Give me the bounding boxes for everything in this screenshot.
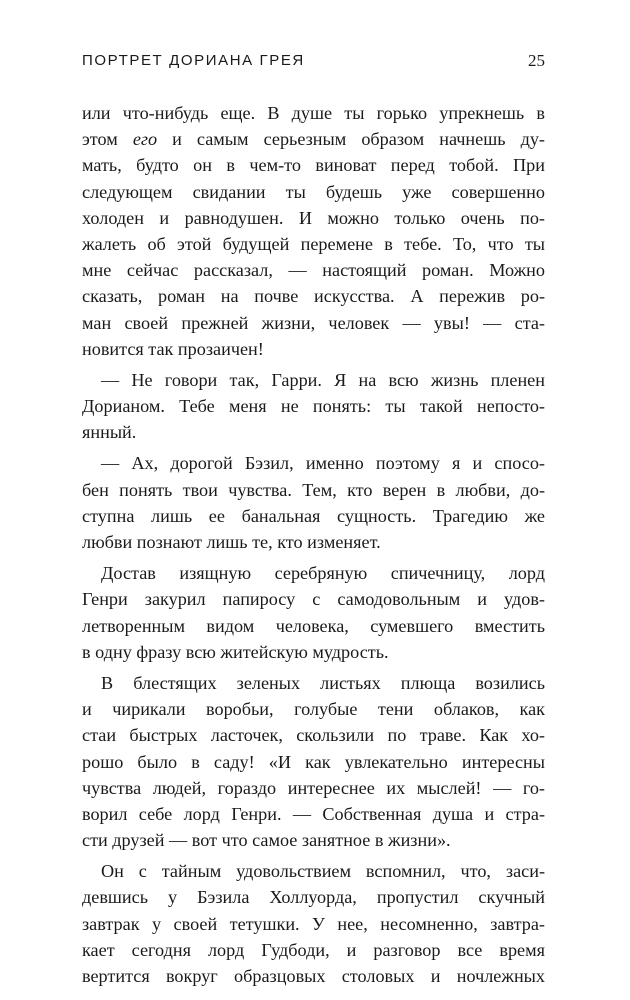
text-line: бен понять твои чувства. Тем, кто верен в любви, до- (82, 479, 545, 500)
text-line: и чирикали воробьи, голубые тени облаков, как (82, 699, 545, 720)
text-line: кает сегодня лорд Гудбоди, и разговор все время (82, 939, 545, 960)
paragraph-6 (82, 858, 545, 989)
text-line: Он с тайным удовольствием вспомнил, что, заси- (101, 861, 545, 882)
text-line: стаи быстрых ласточек, скользили по траве. Как хо- (82, 725, 545, 746)
text-line: Достав изящную серебряную спичечницу, лорд (101, 563, 545, 584)
text-line: жалеть об этой будущей перемене в тебе. То, что ты (82, 233, 545, 254)
text-body (82, 100, 545, 989)
text-line: — Ах, дорогой Бэзил, именно поэтому я и спосо- (101, 453, 545, 474)
text-line: — Не говори так, Гарри. Я на всю жизнь пленен (101, 369, 545, 390)
text-line: янный. (82, 422, 137, 443)
paragraph-5 (82, 670, 545, 853)
text-line: ворил себе лорд Генри. — Собственная душа и стра- (82, 803, 545, 824)
text-line: девшись у Бэзила Холлуорда, пропустил скучный (82, 887, 545, 908)
text-line: новится так прозаичен! (82, 338, 264, 359)
running-head (82, 52, 545, 74)
text-line: ступна лишь ее банальная сущность. Трагедию же (82, 505, 545, 526)
text-line: ман своей прежней жизни, человек — увы! — ста- (82, 312, 545, 333)
text-line: любви познают лишь те, кто изменяет. (82, 532, 381, 552)
text-line: следующем свидании ты будешь уже совершенно (82, 181, 545, 202)
text-line: холоден и равнодушен. И можно только очень по- (82, 207, 545, 228)
text-line: сказать, роман на почве искусства. А пережив ро- (82, 286, 545, 307)
paragraph-3 (82, 450, 545, 555)
paragraph-1 (82, 100, 545, 362)
text-line: Генри закурил папиросу с самодовольным и удов- (82, 589, 545, 610)
text-line: этом его и самым серьезным образом начнешь ду- (82, 129, 545, 150)
text-line: мне сейчас рассказал, — настоящий роман. Можно (82, 260, 545, 281)
text-line: Дорианом. Тебе меня не понять: ты такой непосто- (82, 396, 545, 417)
text-line: чувства людей, гораздо интереснее их мыслей! — го- (82, 777, 545, 798)
text-line: летворенным видом человека, сумевшего вместить (82, 615, 545, 636)
paragraph-4 (82, 560, 545, 665)
text-line: вертится вокруг образцовых столовых и ночлежных (82, 966, 545, 986)
paragraph-2 (82, 367, 545, 446)
text-line: сти друзей — вот что самое занятное в жизни». (82, 830, 451, 851)
text-line: или что-нибудь еще. В душе ты горько упрекнешь в (82, 103, 545, 123)
text-line: рошо было в саду! «И как увлекательно интересны (82, 751, 545, 772)
page-number: 25 (528, 51, 545, 70)
text-line: В блестящих зеленых листьях плюща возились (101, 672, 545, 693)
text-line: в одну фразу всю житейскую мудрость. (82, 641, 389, 662)
running-title: ПОРТРЕТ ДОРИАНА ГРЕЯ (82, 52, 305, 69)
text-line: мать, будто он в чем-то виноват перед тобой. При (82, 155, 545, 176)
text-line: завтрак у своей тетушки. У нее, несомненно, завтра- (82, 913, 545, 934)
